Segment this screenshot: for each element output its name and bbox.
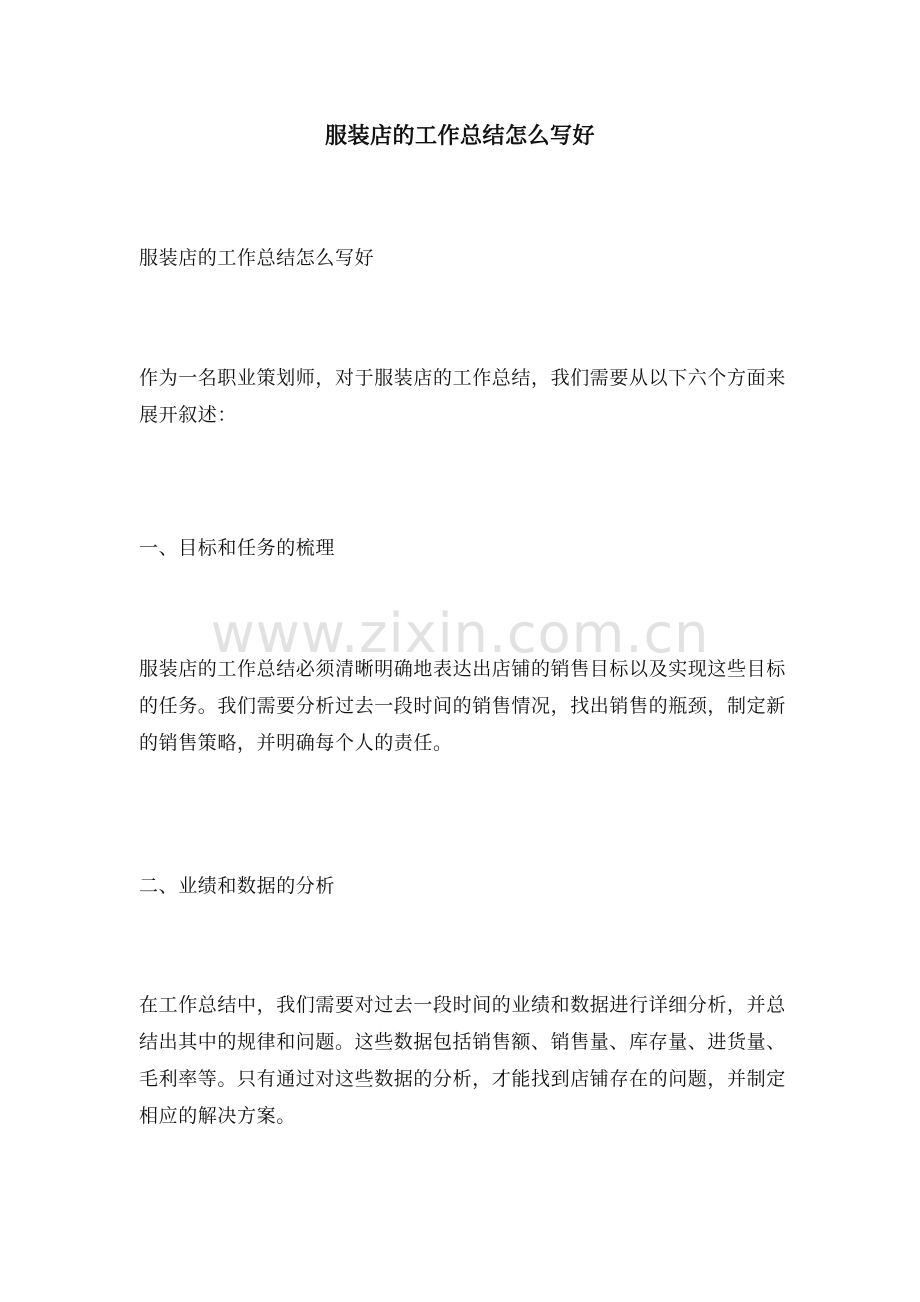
- intro-paragraph: 作为一名职业策划师，对于服装店的工作总结，我们需要从以下六个方面来展开叙述：: [139, 367, 786, 426]
- section-1-heading: 一、目标和任务的梳理: [139, 537, 336, 559]
- section-2-paragraph: 在工作总结中，我们需要对过去一段时间的业绩和数据进行详细分析，并总结出其中的规律和问题。这些数据包括销售额、销售量、库存量、进货量、毛利率等。只有通过对这些数据的分析，才能找到店铺存在的问题，并制定相应的解决方案。: [139, 994, 786, 1127]
- document-title: 服装店的工作总结怎么写好: [324, 123, 595, 149]
- section-2-heading: 二、业绩和数据的分析: [139, 875, 336, 897]
- document-subtitle: 服装店的工作总结怎么写好: [139, 247, 375, 269]
- watermark: www.zixin.com.cn: [210, 602, 710, 665]
- section-1-paragraph: 服装店的工作总结必须清晰明确地表达出店铺的销售目标以及实现这些目标的任务。我们需要分析过去一段时间的销售情况，找出销售的瓶颈，制定新的销售策略，并明确每个人的责任。: [139, 658, 786, 754]
